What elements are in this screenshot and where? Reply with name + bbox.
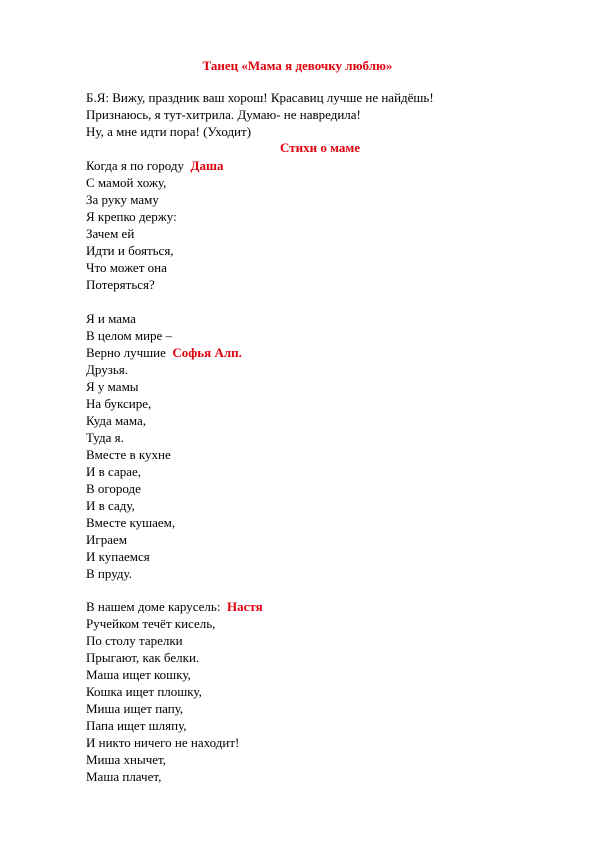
- poem-line: Вместе в кухне: [86, 447, 171, 462]
- poem-line: [86, 157, 223, 174]
- poem-line: Потеряться?: [86, 277, 155, 292]
- poem-line: С мамой хожу,: [86, 175, 167, 190]
- intro-line: Признаюсь, я тут-хитрила. Думаю- не навредила!: [86, 107, 361, 122]
- poem-line: Играем: [86, 532, 127, 547]
- document-title: Танец «Мама я девочку люблю»: [202, 58, 393, 73]
- poem-sofya: [86, 310, 242, 582]
- poem-line: Идти и бояться,: [86, 243, 174, 258]
- poem-line-text: В нашем доме карусель:: [86, 599, 221, 614]
- poem-dasha: [86, 157, 223, 293]
- poem-line: За руку маму: [86, 192, 159, 207]
- poem-line: Туда я.: [86, 430, 124, 445]
- poem-line: Я у мамы: [86, 379, 139, 394]
- intro-line: Б.Я: Вижу, праздник ваш хорош! Красавиц лучше не найдёшь!: [86, 90, 434, 105]
- poem-line: [86, 344, 242, 361]
- poem-line: Друзья.: [86, 362, 128, 377]
- poem-line: Я и мама: [86, 311, 136, 326]
- reciter-name: Даша: [190, 158, 224, 173]
- poem-line: Куда мама,: [86, 413, 147, 428]
- poem-line: На буксире,: [86, 396, 152, 411]
- poem-line: Я крепко держу:: [86, 209, 177, 224]
- poem-line: И никто ничего не находит!: [86, 735, 240, 750]
- poem-line: Маша ищет кошку,: [86, 667, 191, 682]
- reciter-name: Настя: [226, 599, 263, 614]
- poem-line: И в сарае,: [86, 464, 142, 479]
- poem-line: Что может она: [86, 260, 167, 275]
- poem-line: Папа ищет шляпу,: [86, 718, 187, 733]
- poem-line: Миша хнычет,: [86, 752, 166, 767]
- poem-line: Зачем ей: [86, 226, 135, 241]
- poem-line: Маша плачет,: [86, 769, 162, 784]
- poem-line-text: Верно лучшие: [86, 345, 166, 360]
- poem-nastya: [86, 598, 263, 785]
- poem-line: По столу тарелки: [86, 633, 183, 648]
- poem-line: [86, 598, 263, 615]
- poem-line: И купаемся: [86, 549, 150, 564]
- section-heading: Стихи о маме: [280, 140, 360, 155]
- poem-line: В пруду.: [86, 566, 132, 581]
- poem-line: Прыгают, как белки.: [86, 650, 200, 665]
- intro-text: [86, 89, 434, 140]
- poem-line: В огороде: [86, 481, 141, 496]
- poem-line-text: Когда я по городу: [86, 158, 185, 173]
- poem-line: Кошка ищет плошку,: [86, 684, 202, 699]
- poem-line: Миша ищет папу,: [86, 701, 184, 716]
- reciter-name: Софья Алп.: [172, 345, 242, 360]
- poem-line: Ручейком течёт кисель,: [86, 616, 216, 631]
- poem-line: Вместе кушаем,: [86, 515, 176, 530]
- intro-line: Ну, а мне идти пора! (Уходит): [86, 124, 252, 139]
- poem-line: И в саду,: [86, 498, 135, 513]
- poem-line: В целом мире –: [86, 328, 173, 343]
